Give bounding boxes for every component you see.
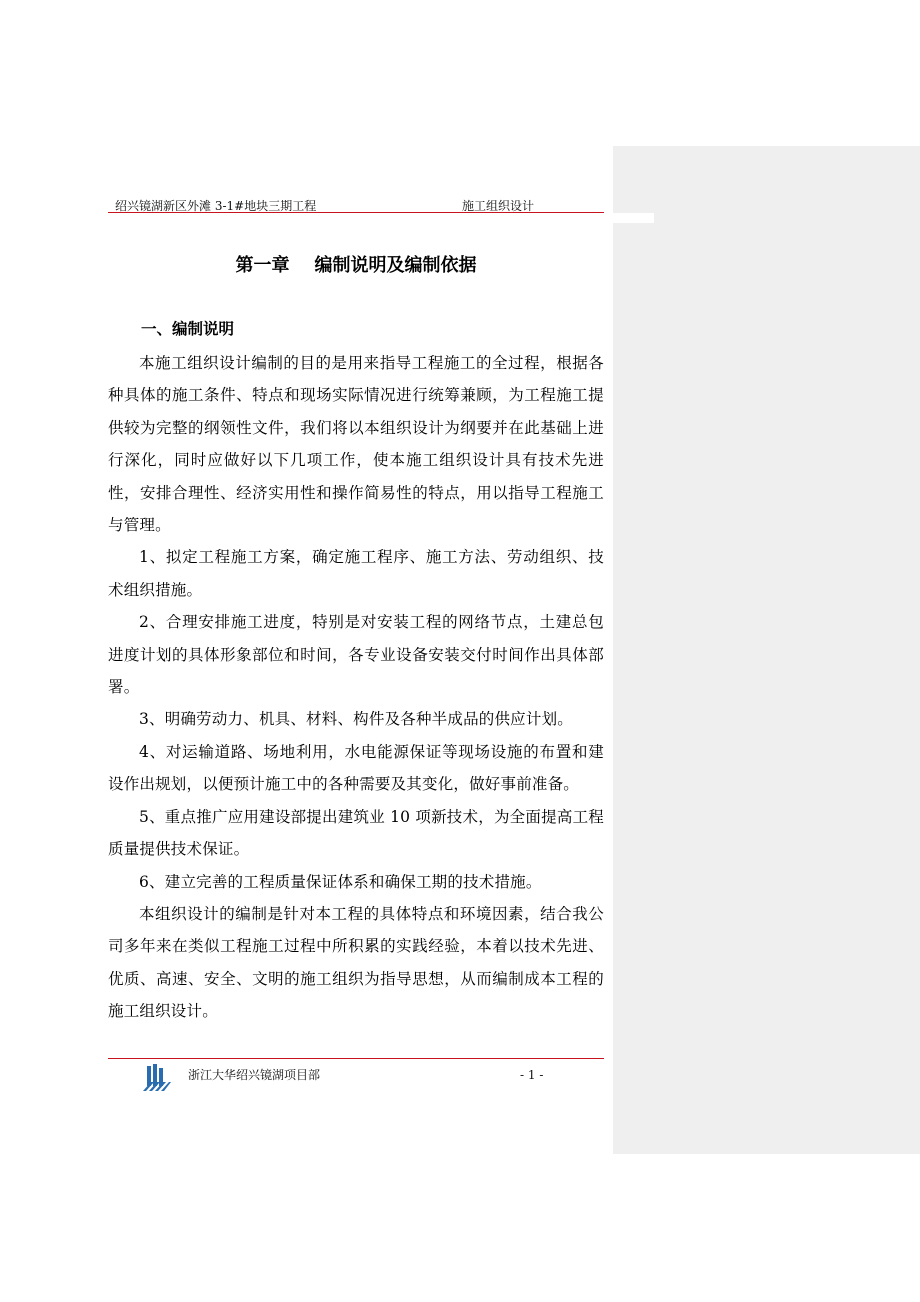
comment-pane bbox=[613, 146, 920, 1154]
company-logo-icon bbox=[141, 1063, 171, 1093]
header-rule bbox=[108, 212, 604, 213]
section-heading: 一、编制说明 bbox=[141, 320, 235, 338]
header-document-type: 施工组织设计 bbox=[462, 199, 535, 213]
comment-pane-tab bbox=[604, 213, 654, 223]
paragraph: 6、建立完善的工程质量保证体系和确保工期的技术措施。 bbox=[139, 872, 542, 891]
paragraph: 3、明确劳动力、机具、材料、构件及各种半成品的供应计划。 bbox=[139, 710, 573, 729]
paragraph: 本施工组织设计编制的目的是用来指导工程施工的全过程，根据各种具体的施工条件、特点和现场实际情况进行统筹兼顾，为工程施工提供较为完整的纲领性文件，我们将以本组织设计为纲要并在此基础上进行深化，同时应做好以下几项工作，使本施工组织设计具有技术先进性，安排合理性、经济实用性和操作简易性的特点，用以指导工程施工与管理。 bbox=[108, 354, 604, 535]
body-text bbox=[108, 347, 604, 1028]
header-project-name: 绍兴镜湖新区外滩 3-1#地块三期工程 bbox=[115, 199, 317, 213]
paragraph: 本组织设计的编制是针对本工程的具体特点和环境因素，结合我公司多年来在类似工程施工过程中所积累的实践经验，本着以技术先进、优质、高速、安全、文明的施工组织为指导思想，从而编制成本工程的施工组织设计。 bbox=[108, 904, 604, 1021]
footer-rule bbox=[108, 1058, 604, 1059]
paragraph: 2、合理安排施工进度，特别是对安装工程的网络节点，土建总包进度计划的具体形象部位和时间，各专业设备安装交付时间作出具体部署。 bbox=[108, 613, 604, 697]
page-number: - 1 - bbox=[520, 1068, 544, 1082]
paragraph: 4、对运输道路、场地利用，水电能源保证等现场设施的布置和建设作出规划，以便预计施工中的各种需要及其变化，做好事前准备。 bbox=[108, 742, 604, 794]
paragraph: 1、拟定工程施工方案，确定施工程序、施工方法、劳动组织、技术组织措施。 bbox=[108, 548, 604, 599]
chapter-title: 第一章 编制说明及编制依据 bbox=[235, 255, 477, 276]
paragraph: 5、重点推广应用建设部提出建筑业 10 项新技术，为全面提高工程质量提供技术保证。 bbox=[108, 807, 604, 859]
footer-department: 浙江大华绍兴镜湖项目部 bbox=[188, 1068, 321, 1082]
